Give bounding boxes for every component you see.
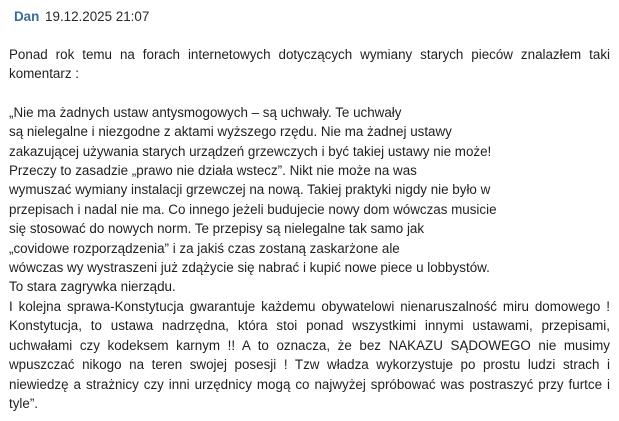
comment-quote: [9, 103, 610, 297]
comment-header: [14, 7, 610, 27]
quote-line: są nielegalne i niezgodne z aktami wyższego rzędu. Nie ma żadnej ustawy: [9, 124, 452, 140]
quote-line: się stosować do nowych norm. Te przepisy są nielegalne tak samo jak: [9, 221, 425, 237]
comment-author[interactable]: Dan: [14, 9, 40, 24]
comment-intro: Ponad rok temu na forach internetowych dotyczących wymiany starych pieców znalazłem taki komentarz :: [9, 47, 610, 82]
quote-line: To stara zagrywka nierządu.: [9, 279, 176, 295]
quote-line: wówczas wy wystraszeni już zdążycie się nabrać i kupić nowe piece u lobbystów.: [9, 260, 490, 276]
quote-line: Przeczy to zasadzie „prawo nie działa wstecz”. Nikt nie może na was: [9, 163, 417, 179]
quote-line: zakazującej używania starych urządzeń grzewczych i być takiej ustawy nie może!: [9, 143, 492, 159]
quote-line: przepisach i nadal nie ma. Co innego jeżeli budujecie nowy dom wówczas musicie: [9, 201, 497, 217]
quote-line: „covidowe rozporządzenia” i za jakiś czas zostaną zaskarżone ale: [9, 240, 400, 256]
quote-line: wymuszać wymiany instalacji grzewczej na nową. Takiej praktyki nigdy nie było w: [9, 182, 491, 198]
comment-body: [9, 45, 610, 413]
comment-closing: I kolejna sprawa-Konstytucja gwarantuje każdemu obywatelowi nienaruszalność miru domowego ! Konstytucja, to ustawa nadrzędna, która stoi ponad wszystkimi innymi ustawami, przepisami, uchwałami czy kodeksem karnym !! A to oznacza, że bez NAKAZU SĄDOWEGO nie musimy wpuszczać nikogo na teren swojej posesji ! Tzw władza wykorzystuje po prostu ludzi strach i niewiedzę a strażnicy czy inni urzędnicy mogą co najwyżej spróbować was postraszyć przy furtce i tyle”.: [9, 298, 610, 411]
quote-line: „Nie ma żadnych ustaw antysmogowych – są uchwały. Te uchwały: [9, 104, 402, 120]
comment-timestamp: 19.12.2025 21:07: [45, 9, 150, 24]
